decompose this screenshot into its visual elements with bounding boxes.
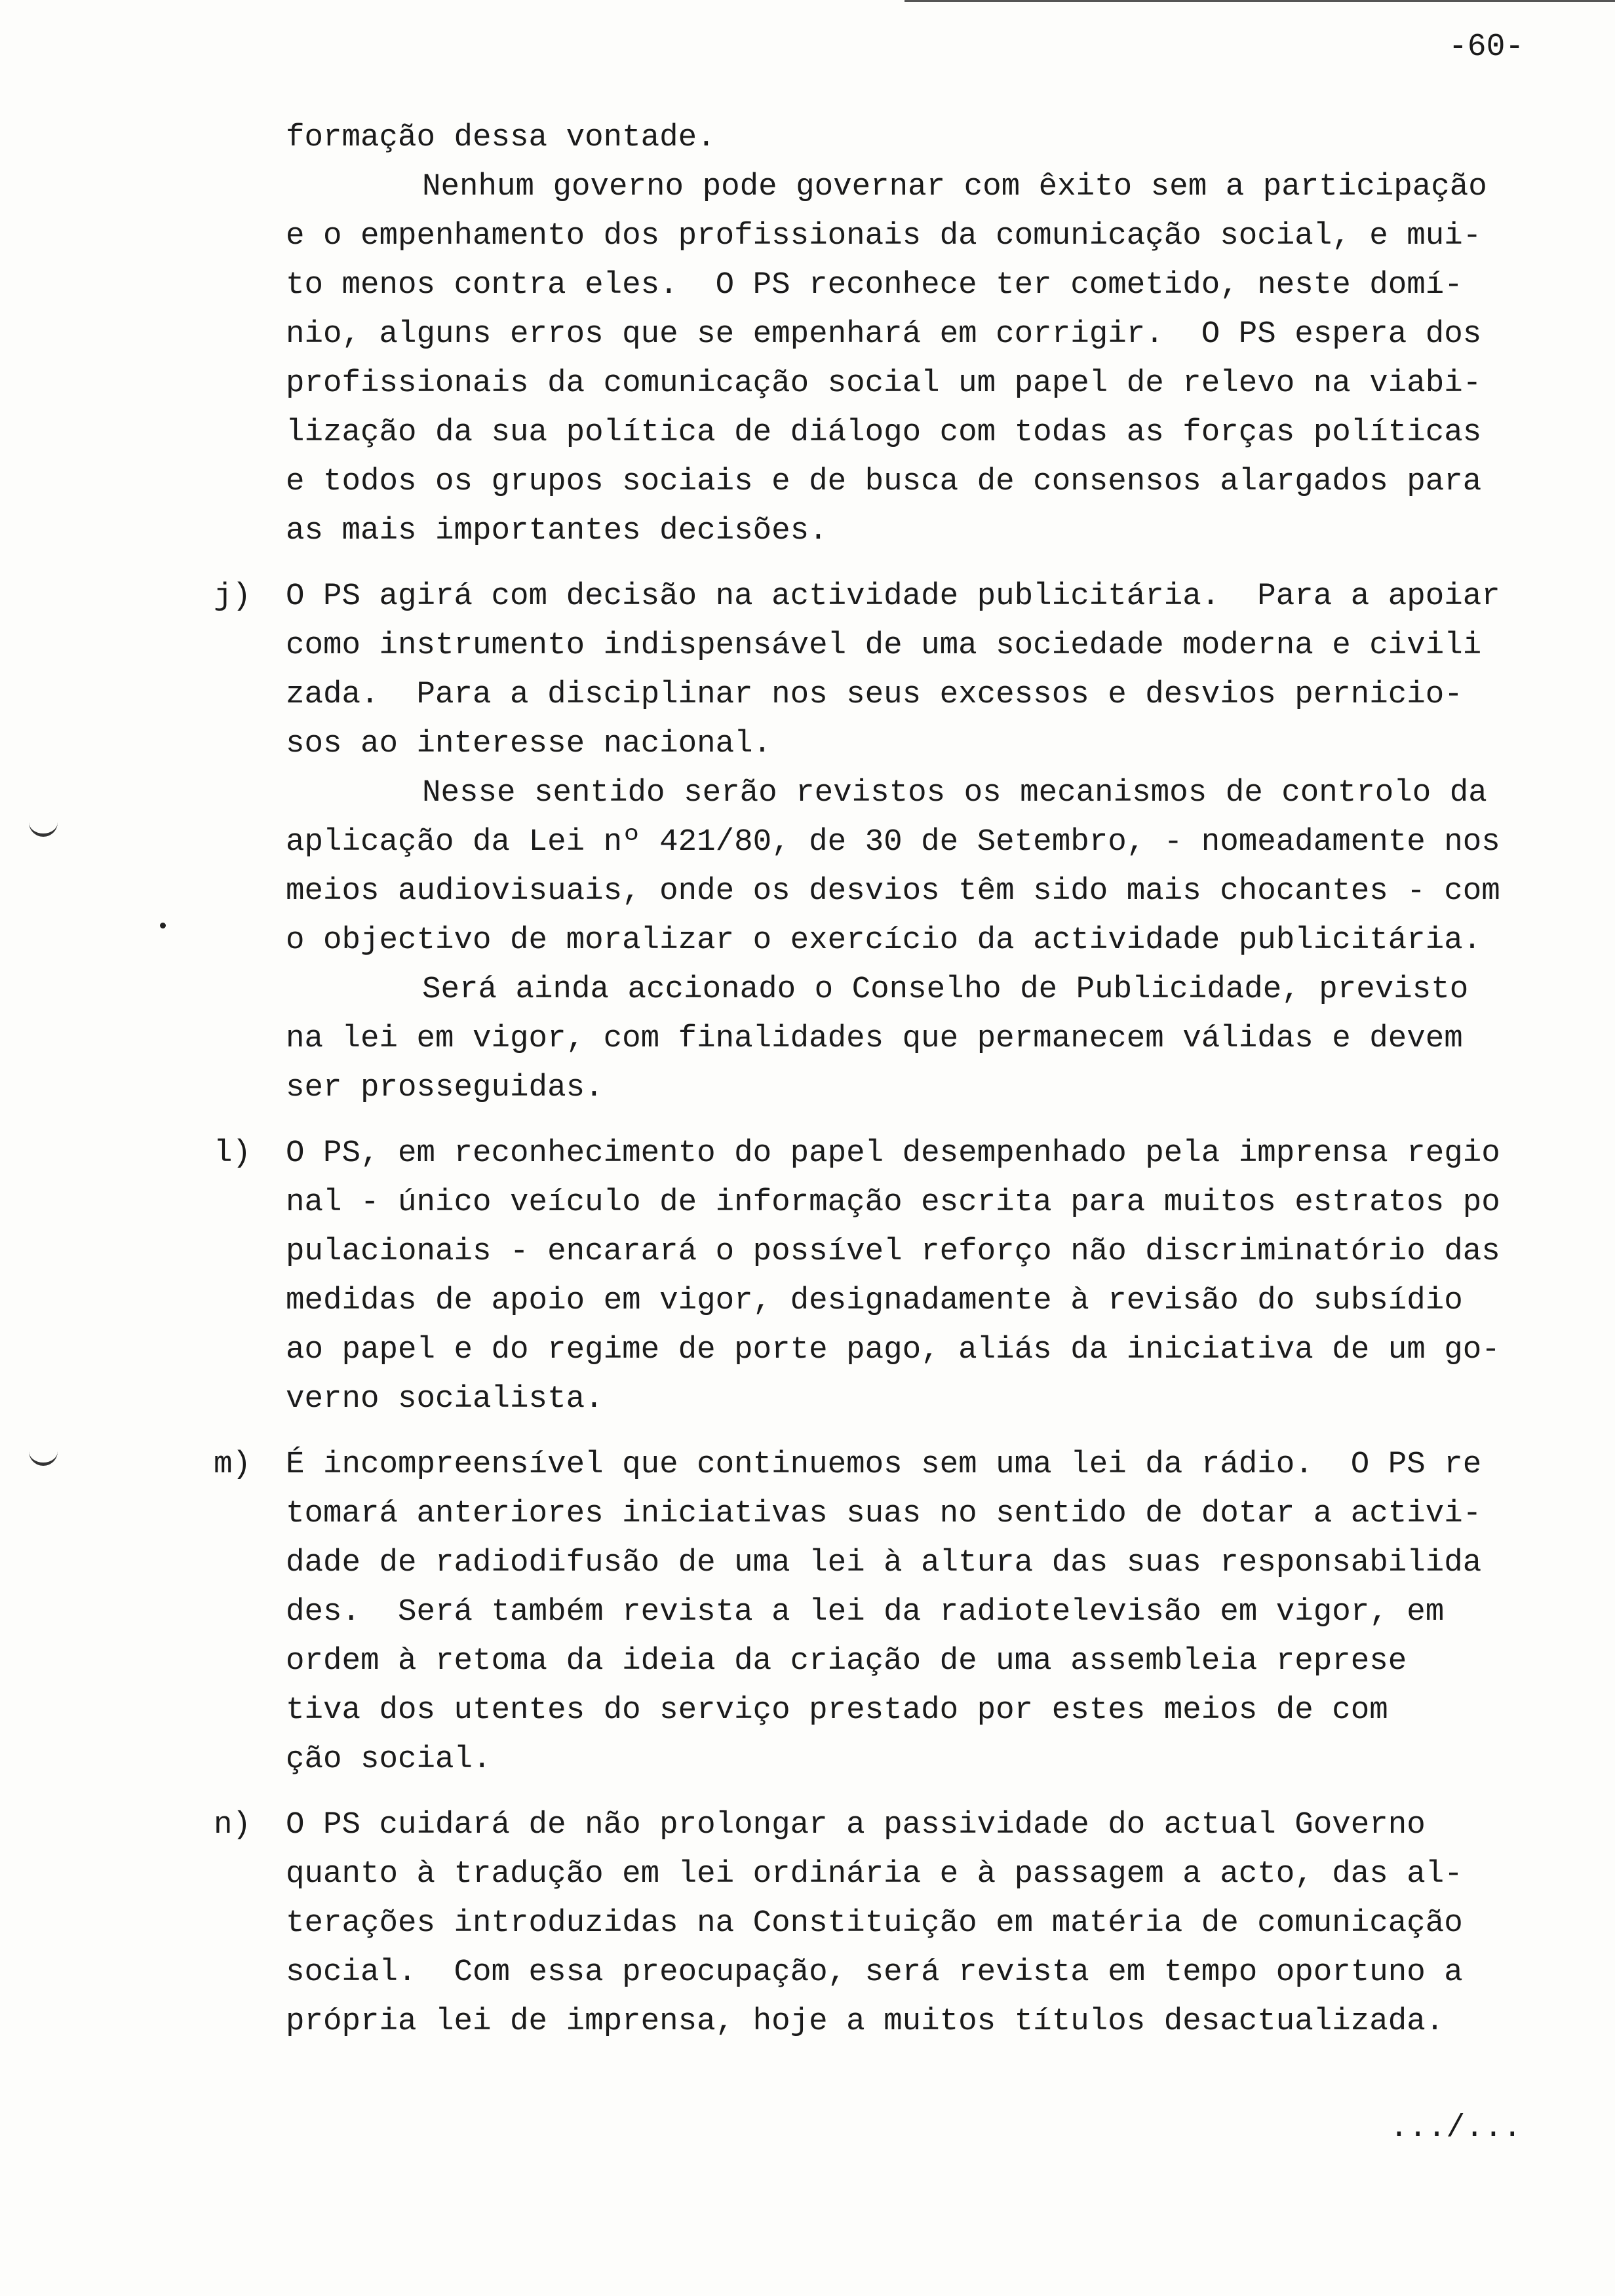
- margin-mark: [29, 819, 58, 837]
- text-line: O PS agirá com decisão na actividade publicitária. Para a apoiar: [286, 579, 1500, 614]
- text-line: tiva dos utentes do serviço prestado por estes meios de com: [286, 1693, 1388, 1728]
- page-number: -60-: [1449, 29, 1525, 65]
- text-line: ao papel e do regime de porte pago, aliás da iniciativa de um go-: [286, 1332, 1500, 1368]
- text-line: nio, alguns erros que se empenhará em corrigir. O PS espera dos: [286, 316, 1482, 352]
- text-line: zada. Para a disciplinar nos seus excessos e desvios pernicio-: [286, 677, 1463, 712]
- text-line: ordem à retoma da ideia da criação de uma assembleia represe: [286, 1643, 1407, 1679]
- text-line: nal - único veículo de informação escrita para muitos estratos po: [286, 1185, 1500, 1220]
- text-line: terações introduzidas na Constituição em matéria de comunicação: [286, 1905, 1463, 1941]
- text-line: e o empenhamento dos profissionais da comunicação social, e mui-: [286, 218, 1482, 254]
- text-line: lização da sua política de diálogo com todas as forças políticas: [286, 415, 1482, 450]
- text-line: como instrumento indispensável de uma sociedade moderna e civili: [286, 628, 1482, 663]
- text-line: própria lei de imprensa, hoje a muitos títulos desactualizada.: [286, 2004, 1445, 2039]
- text-line: as mais importantes decisões.: [286, 513, 828, 548]
- text-line: Nenhum governo pode governar com êxito sem a participação: [422, 169, 1487, 204]
- text-line: profissionais da comunicação social um papel de relevo na viabi-: [286, 366, 1482, 401]
- text-line: social. Com essa preocupação, será revista em tempo oportuno a: [286, 1955, 1463, 1990]
- text-line: to menos contra eles. O PS reconhece ter cometido, neste domí-: [286, 267, 1463, 303]
- item-label: l): [214, 1136, 252, 1171]
- item-label: n): [214, 1807, 252, 1843]
- text-line: formação dessa vontade.: [286, 120, 716, 155]
- text-line: Nesse sentido serão revistos os mecanismos de controlo da: [422, 775, 1487, 811]
- text-line: aplicação da Lei nº 421/80, de 30 de Setembro, - nomeadamente nos: [286, 824, 1500, 860]
- margin-mark: [29, 1448, 58, 1466]
- text-line: quanto à tradução em lei ordinária e à passagem a acto, das al-: [286, 1856, 1463, 1892]
- text-line: pulacionais - encarará o possível reforço não discriminatório das: [286, 1234, 1500, 1269]
- text-line: o objectivo de moralizar o exercício da actividade publicitária.: [286, 923, 1482, 958]
- text-line: e todos os grupos sociais e de busca de consensos alargados para: [286, 464, 1482, 499]
- text-line: meios audiovisuais, onde os desvios têm sido mais chocantes - com: [286, 873, 1500, 909]
- margin-dot: [160, 923, 166, 928]
- text-line: des. Será também revista a lei da radiotelevisão em vigor, em: [286, 1594, 1445, 1630]
- item-label: j): [214, 579, 252, 614]
- text-line: ser prosseguidas.: [286, 1070, 604, 1105]
- item-label: m): [214, 1447, 252, 1482]
- text-line: É incompreensível que continuemos sem uma lei da rádio. O PS re: [286, 1447, 1482, 1482]
- text-line: medidas de apoio em vigor, designadamente à revisão do subsídio: [286, 1283, 1463, 1318]
- continuation-mark: .../...: [1390, 2111, 1522, 2146]
- text-line: dade de radiodifusão de uma lei à altura das suas responsabilida: [286, 1545, 1482, 1580]
- text-line: sos ao interesse nacional.: [286, 726, 772, 761]
- text-line: O PS cuidará de não prolongar a passividade do actual Governo: [286, 1807, 1426, 1843]
- text-line: verno socialista.: [286, 1381, 604, 1417]
- text-line: tomará anteriores iniciativas suas no sentido de dotar a activi-: [286, 1496, 1482, 1531]
- text-line: Será ainda accionado o Conselho de Publicidade, previsto: [422, 972, 1469, 1007]
- text-line: O PS, em reconhecimento do papel desempenhado pela imprensa regio: [286, 1136, 1500, 1171]
- text-line: na lei em vigor, com finalidades que permanecem válidas e devem: [286, 1021, 1463, 1056]
- top-border-line: [905, 0, 1615, 2]
- text-line: ção social.: [286, 1742, 492, 1777]
